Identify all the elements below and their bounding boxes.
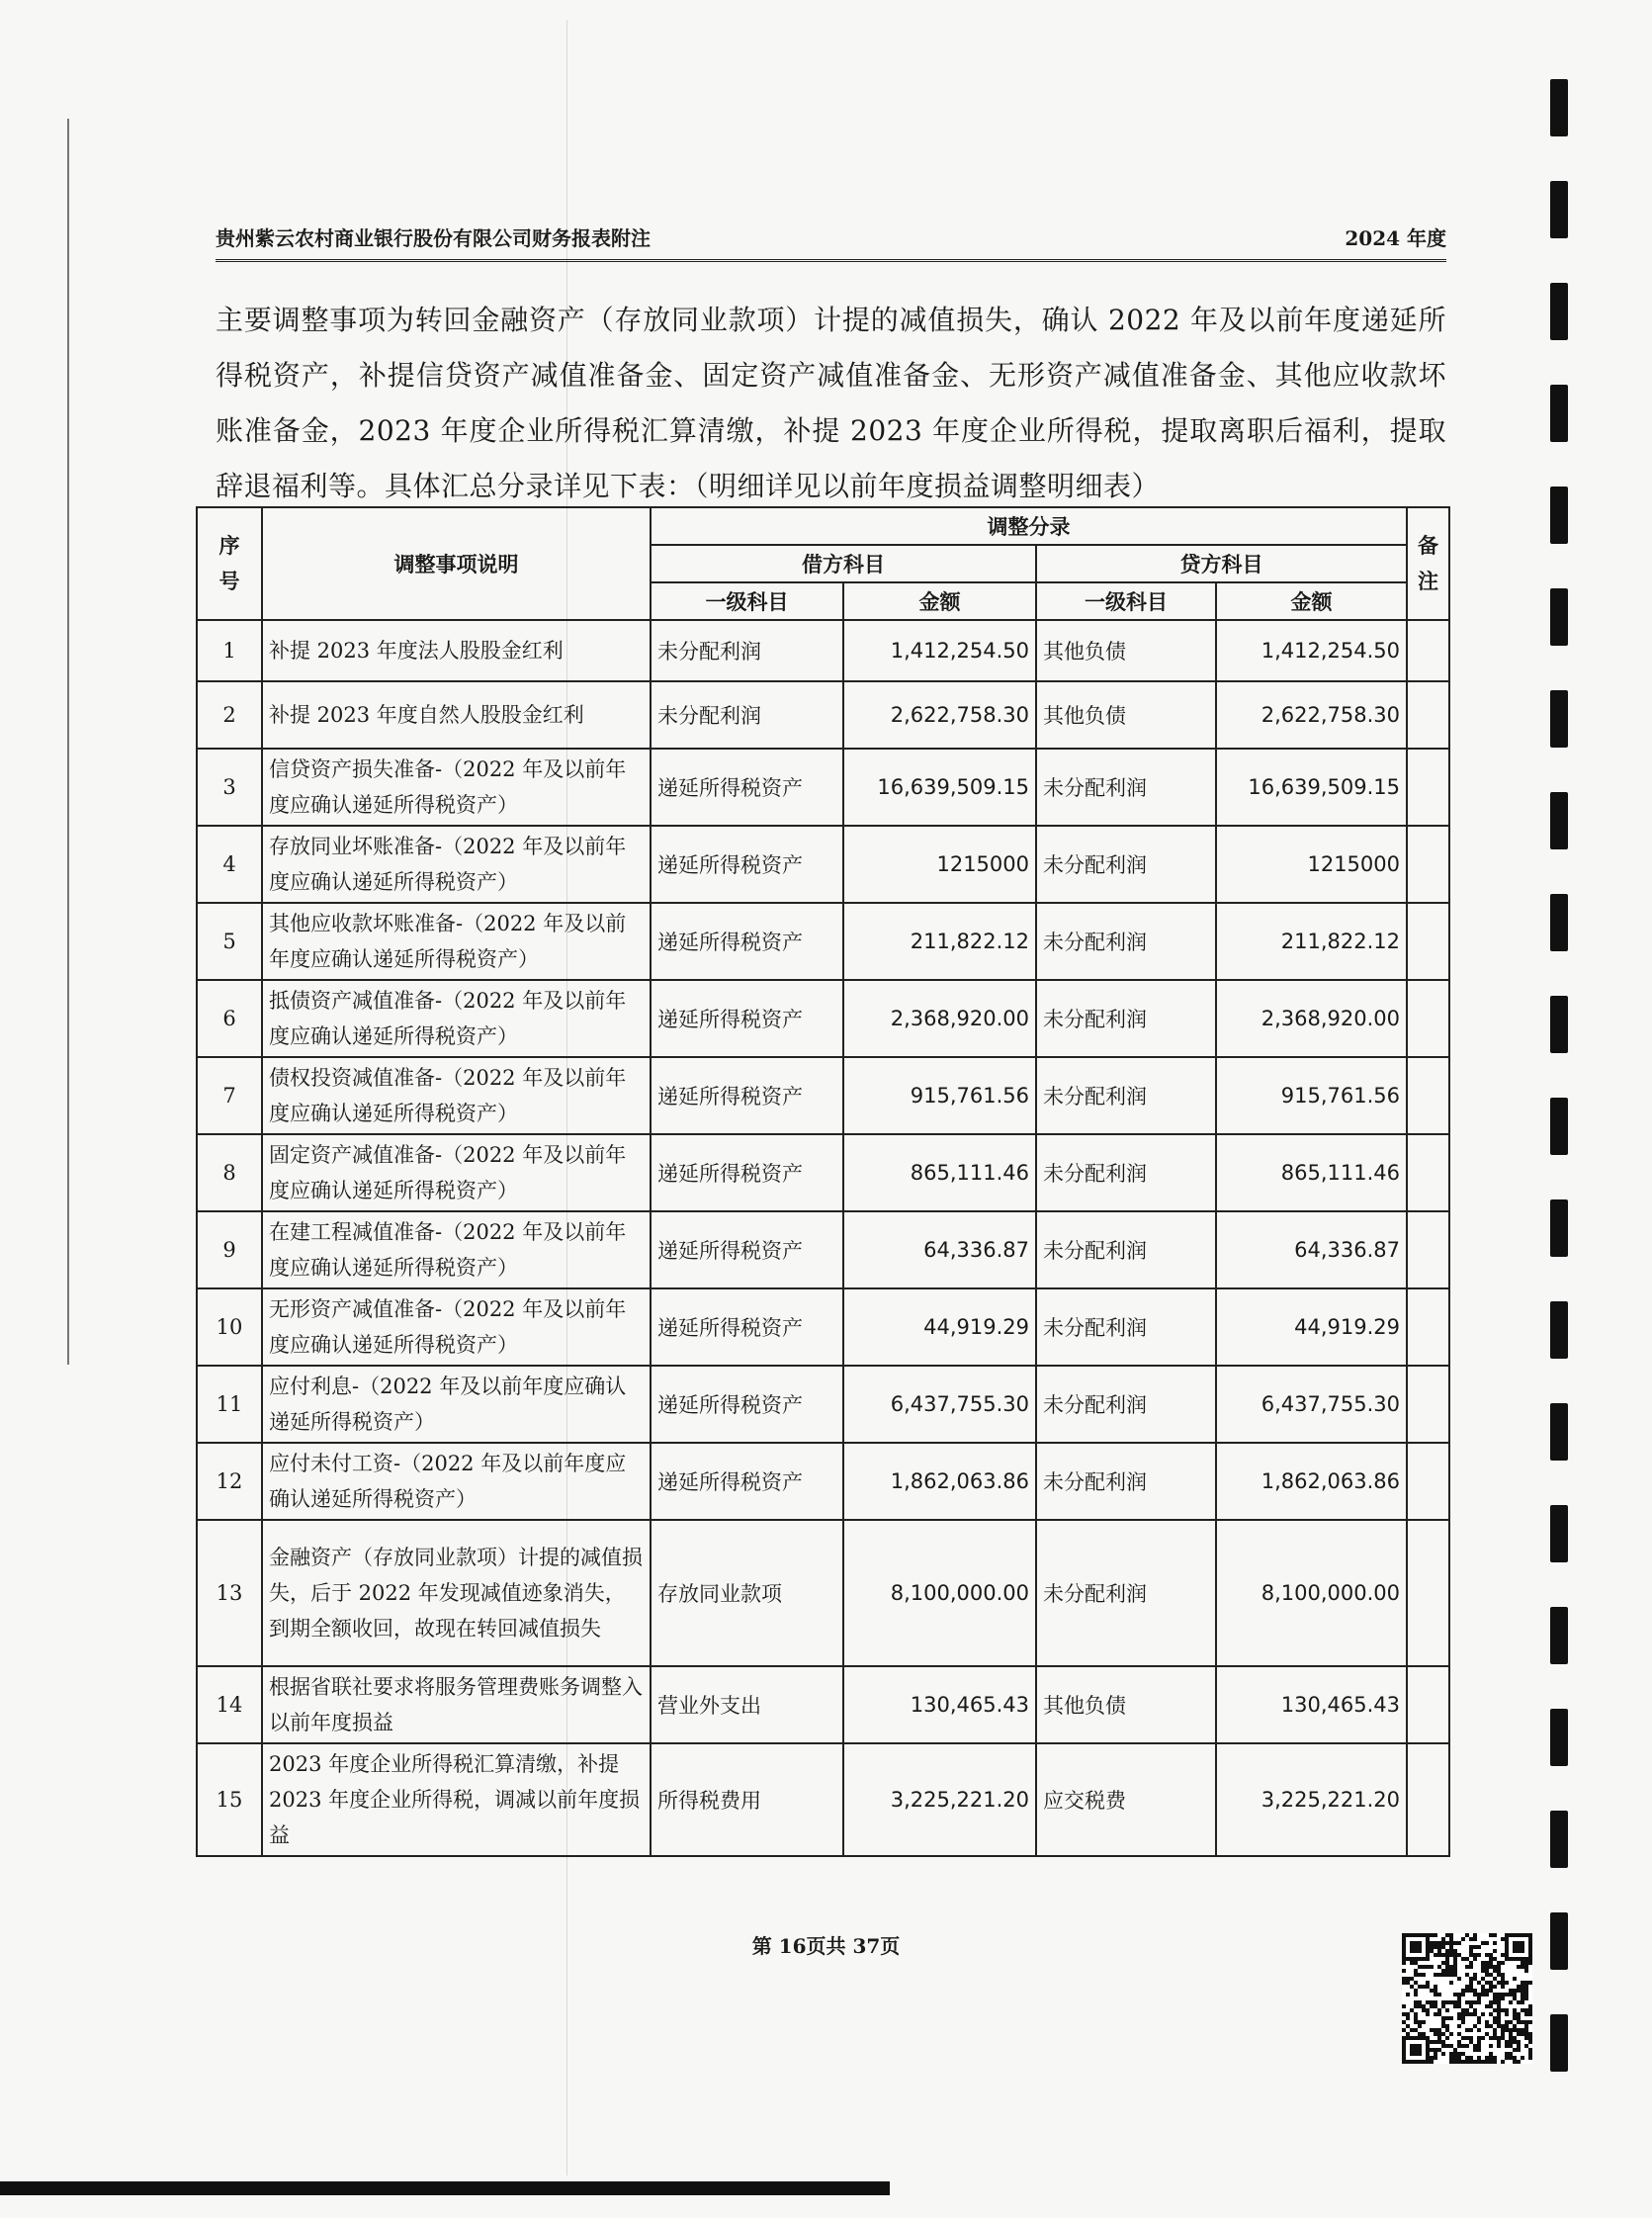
row-credit-account: 其他负债 bbox=[1036, 681, 1216, 749]
row-debit-account: 递延所得税资产 bbox=[651, 980, 843, 1057]
row-credit-account: 其他负债 bbox=[1036, 620, 1216, 681]
row-debit-account: 存放同业款项 bbox=[651, 1520, 843, 1666]
page-header bbox=[216, 218, 1446, 262]
row-desc: 无形资产减值准备-（2022 年及以前年度应确认递延所得税资产） bbox=[262, 1288, 651, 1366]
row-desc: 信贷资产损失准备-（2022 年及以前年度应确认递延所得税资产） bbox=[262, 749, 651, 826]
row-desc: 固定资产减值准备-（2022 年及以前年度应确认递延所得税资产） bbox=[262, 1134, 651, 1211]
row-note bbox=[1407, 749, 1449, 826]
row-debit-account: 未分配利润 bbox=[651, 681, 843, 749]
header-desc: 调整事项说明 bbox=[262, 507, 651, 620]
row-credit-amount: 8,100,000.00 bbox=[1216, 1520, 1407, 1666]
row-seq: 9 bbox=[197, 1211, 262, 1288]
row-credit-account: 未分配利润 bbox=[1036, 1443, 1216, 1520]
row-desc: 抵债资产减值准备-（2022 年及以前年度应确认递延所得税资产） bbox=[262, 980, 651, 1057]
row-debit-account: 未分配利润 bbox=[651, 620, 843, 681]
row-debit-account: 营业外支出 bbox=[651, 1666, 843, 1743]
binding-mark bbox=[1550, 588, 1568, 646]
row-credit-account: 未分配利润 bbox=[1036, 749, 1216, 826]
header-credit: 贷方科目 bbox=[1036, 545, 1407, 582]
row-note bbox=[1407, 1211, 1449, 1288]
header-year: 2024 年度 bbox=[1345, 226, 1446, 250]
row-debit-amount: 2,622,758.30 bbox=[843, 681, 1036, 749]
row-credit-amount: 915,761.56 bbox=[1216, 1057, 1407, 1134]
row-credit-amount: 1,412,254.50 bbox=[1216, 620, 1407, 681]
page-number: 第 16页共 37页 bbox=[751, 1934, 901, 1958]
row-credit-amount: 2,622,758.30 bbox=[1216, 681, 1407, 749]
row-debit-amount: 915,761.56 bbox=[843, 1057, 1036, 1134]
table-row bbox=[197, 980, 1449, 1057]
header-debit-amount: 金额 bbox=[843, 582, 1036, 620]
binding-mark bbox=[1550, 894, 1568, 951]
table-row bbox=[197, 620, 1449, 681]
binding-mark bbox=[1550, 2014, 1568, 2072]
header-credit-account: 一级科目 bbox=[1036, 582, 1216, 620]
binding-mark bbox=[1550, 1098, 1568, 1155]
row-debit-amount: 211,822.12 bbox=[843, 903, 1036, 980]
binding-mark bbox=[1550, 181, 1568, 238]
row-debit-amount: 64,336.87 bbox=[843, 1211, 1036, 1288]
header-company: 贵州紫云农村商业银行股份有限公司财务报表附注 bbox=[216, 226, 651, 250]
table-row bbox=[197, 1366, 1449, 1443]
row-debit-account: 递延所得税资产 bbox=[651, 1134, 843, 1211]
row-seq: 6 bbox=[197, 980, 262, 1057]
row-credit-account: 应交税费 bbox=[1036, 1743, 1216, 1856]
header-seq: 序 号 bbox=[197, 507, 262, 620]
binding-mark bbox=[1550, 1505, 1568, 1562]
binding-mark bbox=[1550, 1607, 1568, 1664]
row-debit-account: 所得税费用 bbox=[651, 1743, 843, 1856]
binding-mark bbox=[1550, 792, 1568, 849]
row-seq: 13 bbox=[197, 1520, 262, 1666]
row-debit-account: 递延所得税资产 bbox=[651, 1211, 843, 1288]
row-credit-amount: 1215000 bbox=[1216, 826, 1407, 903]
row-note bbox=[1407, 620, 1449, 681]
binding-mark bbox=[1550, 1301, 1568, 1359]
row-debit-amount: 6,437,755.30 bbox=[843, 1366, 1036, 1443]
row-note bbox=[1407, 1443, 1449, 1520]
row-note bbox=[1407, 826, 1449, 903]
adjustment-table bbox=[196, 506, 1450, 1857]
row-credit-account: 未分配利润 bbox=[1036, 903, 1216, 980]
row-seq: 15 bbox=[197, 1743, 262, 1856]
row-note bbox=[1407, 1366, 1449, 1443]
row-desc: 2023 年度企业所得税汇算清缴，补提 2023 年度企业所得税，调减以前年度损益 bbox=[262, 1743, 651, 1856]
row-desc: 根据省联社要求将服务管理费账务调整入以前年度损益 bbox=[262, 1666, 651, 1743]
row-desc: 债权投资减值准备-（2022 年及以前年度应确认递延所得税资产） bbox=[262, 1057, 651, 1134]
row-debit-amount: 1215000 bbox=[843, 826, 1036, 903]
row-debit-amount: 1,862,063.86 bbox=[843, 1443, 1036, 1520]
row-credit-account: 未分配利润 bbox=[1036, 1366, 1216, 1443]
row-debit-amount: 44,919.29 bbox=[843, 1288, 1036, 1366]
binding-mark bbox=[1550, 385, 1568, 442]
table-row bbox=[197, 1520, 1449, 1666]
row-credit-amount: 865,111.46 bbox=[1216, 1134, 1407, 1211]
table-row bbox=[197, 1211, 1449, 1288]
row-desc: 在建工程减值准备-（2022 年及以前年度应确认递延所得税资产） bbox=[262, 1211, 651, 1288]
table-row bbox=[197, 903, 1449, 980]
row-credit-amount: 16,639,509.15 bbox=[1216, 749, 1407, 826]
row-seq: 7 bbox=[197, 1057, 262, 1134]
row-debit-account: 递延所得税资产 bbox=[651, 1443, 843, 1520]
binding-mark bbox=[1550, 487, 1568, 544]
row-credit-amount: 130,465.43 bbox=[1216, 1666, 1407, 1743]
row-credit-amount: 44,919.29 bbox=[1216, 1288, 1407, 1366]
table-row bbox=[197, 1134, 1449, 1211]
row-credit-amount: 2,368,920.00 bbox=[1216, 980, 1407, 1057]
row-seq: 5 bbox=[197, 903, 262, 980]
row-debit-account: 递延所得税资产 bbox=[651, 1288, 843, 1366]
table-row bbox=[197, 681, 1449, 749]
row-desc: 应付未付工资-（2022 年及以前年度应确认递延所得税资产） bbox=[262, 1443, 651, 1520]
binding-mark bbox=[1550, 79, 1568, 136]
row-desc: 补提 2023 年度法人股股金红利 bbox=[262, 620, 651, 681]
row-note bbox=[1407, 681, 1449, 749]
row-note bbox=[1407, 1288, 1449, 1366]
header-credit-amount: 金额 bbox=[1216, 582, 1407, 620]
row-credit-account: 未分配利润 bbox=[1036, 980, 1216, 1057]
row-note bbox=[1407, 1057, 1449, 1134]
row-credit-amount: 64,336.87 bbox=[1216, 1211, 1407, 1288]
row-note bbox=[1407, 1520, 1449, 1666]
row-debit-account: 递延所得税资产 bbox=[651, 1366, 843, 1443]
row-credit-account: 未分配利润 bbox=[1036, 1288, 1216, 1366]
row-note bbox=[1407, 1134, 1449, 1211]
row-credit-amount: 6,437,755.30 bbox=[1216, 1366, 1407, 1443]
row-credit-account: 其他负债 bbox=[1036, 1666, 1216, 1743]
row-seq: 10 bbox=[197, 1288, 262, 1366]
binding-mark bbox=[1550, 1811, 1568, 1868]
row-debit-amount: 16,639,509.15 bbox=[843, 749, 1036, 826]
row-debit-amount: 3,225,221.20 bbox=[843, 1743, 1036, 1856]
row-seq: 4 bbox=[197, 826, 262, 903]
row-debit-account: 递延所得税资产 bbox=[651, 903, 843, 980]
row-note bbox=[1407, 980, 1449, 1057]
binding-mark bbox=[1550, 996, 1568, 1053]
header-note: 备 注 bbox=[1407, 507, 1449, 620]
row-credit-account: 未分配利润 bbox=[1036, 1057, 1216, 1134]
row-seq: 3 bbox=[197, 749, 262, 826]
binding-mark bbox=[1550, 1709, 1568, 1766]
row-desc: 其他应收款坏账准备-（2022 年及以前年度应确认递延所得税资产） bbox=[262, 903, 651, 980]
table-row bbox=[197, 1288, 1449, 1366]
binding-marks bbox=[1550, 79, 1574, 2136]
row-desc: 金融资产（存放同业款项）计提的减值损失，后于 2022 年发现减值迹象消失，到期全额收回，故现在转回减值损失 bbox=[262, 1520, 651, 1666]
row-seq: 8 bbox=[197, 1134, 262, 1211]
row-seq: 14 bbox=[197, 1666, 262, 1743]
row-debit-account: 递延所得税资产 bbox=[651, 1057, 843, 1134]
table-row bbox=[197, 1057, 1449, 1134]
row-note bbox=[1407, 1743, 1449, 1856]
row-debit-account: 递延所得税资产 bbox=[651, 749, 843, 826]
row-seq: 11 bbox=[197, 1366, 262, 1443]
binding-mark bbox=[1550, 1199, 1568, 1257]
binding-mark bbox=[1550, 283, 1568, 340]
row-debit-amount: 1,412,254.50 bbox=[843, 620, 1036, 681]
qr-code-icon bbox=[1402, 1933, 1532, 2064]
binding-mark bbox=[1550, 690, 1568, 748]
row-credit-account: 未分配利润 bbox=[1036, 826, 1216, 903]
row-desc: 补提 2023 年度自然人股股金红利 bbox=[262, 681, 651, 749]
table-row bbox=[197, 1743, 1449, 1856]
scan-edge-bar bbox=[0, 2181, 890, 2195]
row-debit-amount: 8,100,000.00 bbox=[843, 1520, 1036, 1666]
row-credit-account: 未分配利润 bbox=[1036, 1520, 1216, 1666]
row-note bbox=[1407, 903, 1449, 980]
table-row bbox=[197, 826, 1449, 903]
row-note bbox=[1407, 1666, 1449, 1743]
row-debit-account: 递延所得税资产 bbox=[651, 826, 843, 903]
header-debit-account: 一级科目 bbox=[651, 582, 843, 620]
row-seq: 2 bbox=[197, 681, 262, 749]
binding-mark bbox=[1550, 1403, 1568, 1461]
row-credit-account: 未分配利润 bbox=[1036, 1211, 1216, 1288]
row-desc: 应付利息-（2022 年及以前年度应确认递延所得税资产） bbox=[262, 1366, 651, 1443]
row-debit-amount: 865,111.46 bbox=[843, 1134, 1036, 1211]
row-desc: 存放同业坏账准备-（2022 年及以前年度应确认递延所得税资产） bbox=[262, 826, 651, 903]
row-seq: 1 bbox=[197, 620, 262, 681]
table-row bbox=[197, 1666, 1449, 1743]
row-credit-amount: 1,862,063.86 bbox=[1216, 1443, 1407, 1520]
header-entry: 调整分录 bbox=[651, 507, 1407, 545]
row-debit-amount: 2,368,920.00 bbox=[843, 980, 1036, 1057]
row-credit-amount: 3,225,221.20 bbox=[1216, 1743, 1407, 1856]
margin-rule bbox=[67, 119, 69, 1365]
row-debit-amount: 130,465.43 bbox=[843, 1666, 1036, 1743]
row-credit-amount: 211,822.12 bbox=[1216, 903, 1407, 980]
intro-paragraph: 主要调整事项为转回金融资产（存放同业款项）计提的减值损失，确认 2022 年及以前年度递延所得税资产，补提信贷资产减值准备金、固定资产减值准备金、无形资产减值准备金、其他应收款坏账准备金，2023 年度企业所得税汇算清缴，补提 2023 年度企业所得税，提取离职后福利，提取辞退福利等。具体汇总分录详见下表：（明细详见以前年度损益调整明细表） bbox=[216, 304, 1446, 502]
row-seq: 12 bbox=[197, 1443, 262, 1520]
table-row bbox=[197, 749, 1449, 826]
table-row bbox=[197, 1443, 1449, 1520]
header-debit: 借方科目 bbox=[651, 545, 1036, 582]
row-credit-account: 未分配利润 bbox=[1036, 1134, 1216, 1211]
